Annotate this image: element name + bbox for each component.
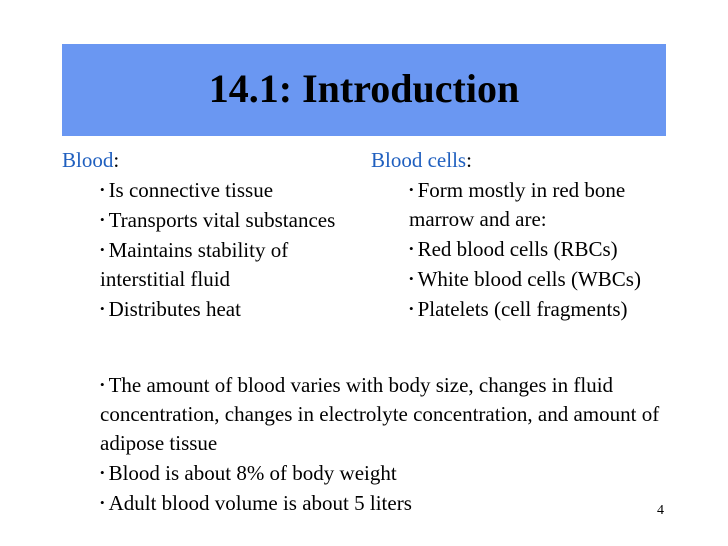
bullet-icon: • [100, 242, 105, 257]
list-item [100, 235, 342, 294]
list-item [100, 458, 680, 488]
blood-heading [62, 146, 342, 175]
blood-heading-word: Blood [62, 148, 114, 172]
list-item-text: The amount of blood varies with body size, changes in fluid concentration, changes in electrolyte concentration, and amount of adipose tissue [100, 373, 660, 455]
list-item [100, 488, 680, 518]
bullet-icon: • [409, 301, 414, 316]
blood-cells-heading [371, 146, 671, 175]
list-item-text: White blood cells (WBCs) [417, 267, 641, 291]
blood-heading-colon: : [113, 148, 120, 172]
list-item-text: Is connective tissue [108, 178, 274, 202]
list-item-text: Form mostly in red bone marrow and are: [409, 178, 626, 231]
list-item-text: Adult blood volume is about 5 liters [108, 491, 412, 515]
bullet-icon: • [100, 182, 105, 197]
list-item-text: Red blood cells (RBCs) [417, 237, 618, 261]
blood-cells-column [371, 146, 671, 324]
bullet-icon: • [100, 465, 105, 480]
bullet-icon: • [100, 301, 105, 316]
bullet-icon: • [409, 271, 414, 286]
summary-bullet-list [100, 370, 680, 518]
list-item-text: Maintains stability of interstitial fluid [100, 238, 289, 291]
blood-cells-heading-colon: : [466, 148, 472, 172]
list-item-text: Transports vital substances [108, 208, 336, 232]
list-item [100, 294, 342, 324]
title-band [62, 44, 666, 136]
blood-cells-bullet-list [371, 175, 671, 324]
list-item-text: Distributes heat [108, 297, 241, 321]
list-item-text: Platelets (cell fragments) [417, 297, 628, 321]
bullet-icon: • [409, 182, 414, 197]
bullet-icon: • [100, 377, 105, 392]
list-item [100, 205, 342, 235]
list-item [100, 370, 680, 458]
bullet-icon: • [100, 212, 105, 227]
list-item [409, 294, 671, 324]
list-item [409, 175, 671, 234]
blood-column [62, 146, 342, 324]
blood-cells-heading-word: Blood cells [371, 148, 467, 172]
page-number: 4 [657, 503, 664, 518]
blood-bullet-list [62, 175, 342, 324]
list-item-text: Blood is about 8% of body weight [108, 461, 397, 485]
list-item [100, 175, 342, 205]
slide-title: 14.1: Introduction [208, 66, 520, 111]
list-item [409, 264, 671, 294]
bullet-icon: • [100, 495, 105, 510]
list-item [409, 234, 671, 264]
bullet-icon: • [409, 241, 414, 256]
